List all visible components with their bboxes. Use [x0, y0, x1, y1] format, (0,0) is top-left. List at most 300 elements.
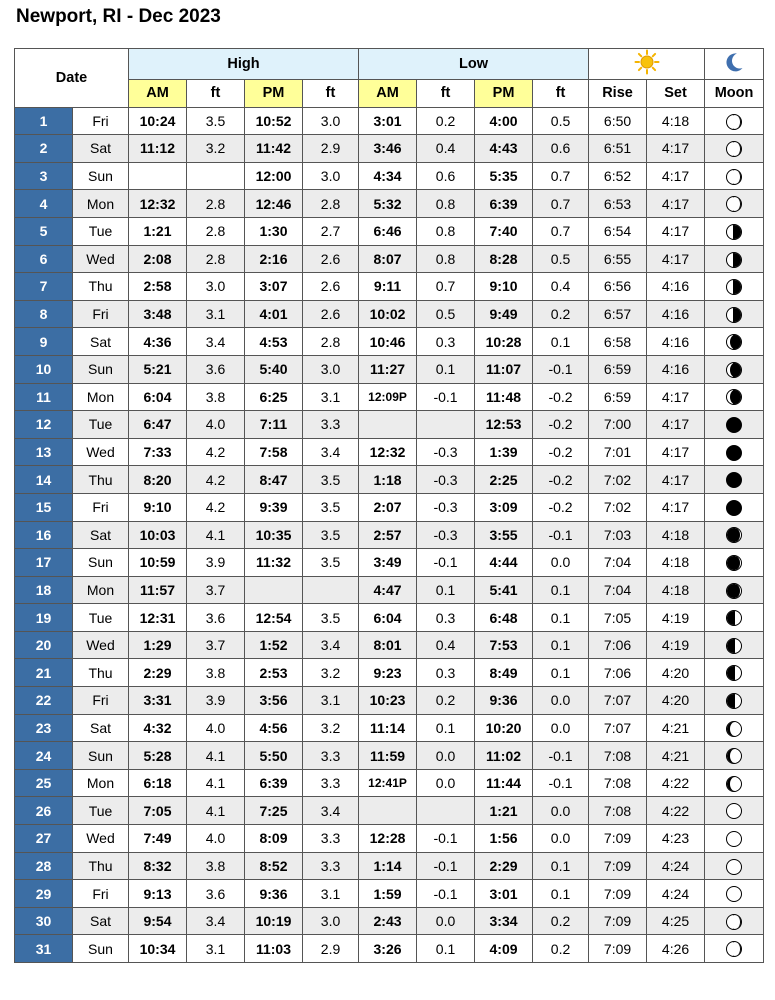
- high-pm-height: 3.1: [303, 687, 359, 715]
- high-pm-time: 4:01: [245, 300, 303, 328]
- day-number: 20: [15, 631, 73, 659]
- moon-phase-cell: [705, 521, 764, 549]
- low-pm-height: 0.1: [533, 852, 589, 880]
- high-am-time: 2:29: [129, 659, 187, 687]
- moon-phase-cell: [705, 273, 764, 301]
- day-of-week: Tue: [73, 411, 129, 439]
- high-pm-height: 3.5: [303, 521, 359, 549]
- low-pm-height: -0.2: [533, 493, 589, 521]
- sunset-time: 4:16: [647, 355, 705, 383]
- sunset-time: 4:18: [647, 576, 705, 604]
- table-row: [15, 328, 764, 356]
- sunset-time: 4:17: [647, 411, 705, 439]
- sunset-time: 4:25: [647, 907, 705, 935]
- sunset-time: 4:18: [647, 107, 705, 135]
- date-header: Date: [15, 49, 129, 108]
- table-row: [15, 825, 764, 853]
- moon-phase-cell: [705, 355, 764, 383]
- table-row: [15, 300, 764, 328]
- day-of-week: Mon: [73, 769, 129, 797]
- low-am-height: 0.7: [417, 273, 475, 301]
- high-am-height: [187, 162, 245, 190]
- day-of-week: Tue: [73, 604, 129, 632]
- low-pm-height: 0.2: [533, 907, 589, 935]
- high-am-height: 3.8: [187, 659, 245, 687]
- high-pm-height: 3.4: [303, 797, 359, 825]
- low-pm-time: 8:28: [475, 245, 533, 273]
- table-row: [15, 549, 764, 577]
- table-row: [15, 438, 764, 466]
- high-am-time: 9:54: [129, 907, 187, 935]
- high-am-time: 8:20: [129, 466, 187, 494]
- sunrise-time: 7:01: [589, 438, 647, 466]
- high-header: High: [129, 49, 359, 80]
- high-pm-height: 3.0: [303, 907, 359, 935]
- low-am-time: 1:14: [359, 852, 417, 880]
- low-am-time: 1:18: [359, 466, 417, 494]
- table-row: [15, 383, 764, 411]
- day-number: 9: [15, 328, 73, 356]
- low-pm-time: 3:34: [475, 907, 533, 935]
- high-pm-height: 3.0: [303, 355, 359, 383]
- day-number: 8: [15, 300, 73, 328]
- low-am-time: 10:46: [359, 328, 417, 356]
- high-pm-height: 3.5: [303, 604, 359, 632]
- high-am-time: 10:03: [129, 521, 187, 549]
- sunrise-time: 7:02: [589, 493, 647, 521]
- day-number: 26: [15, 797, 73, 825]
- waxing-crescent-moon-icon: [726, 583, 742, 599]
- sunset-time: 4:24: [647, 880, 705, 908]
- high-am-height: 3.6: [187, 604, 245, 632]
- low-pm-time: 10:20: [475, 714, 533, 742]
- high-pm-time: 7:11: [245, 411, 303, 439]
- low-pm-time: 9:36: [475, 687, 533, 715]
- low-pm-time: 7:40: [475, 217, 533, 245]
- low-am-height: 0.1: [417, 935, 475, 963]
- low-pm-time: 5:35: [475, 162, 533, 190]
- low-am-time: 3:01: [359, 107, 417, 135]
- low-am-time: 3:49: [359, 549, 417, 577]
- day-number: 12: [15, 411, 73, 439]
- sunset-time: 4:17: [647, 162, 705, 190]
- tide-table: [14, 48, 764, 963]
- low-pm-time: 3:55: [475, 521, 533, 549]
- sunrise-time: 7:03: [589, 521, 647, 549]
- day-number: 30: [15, 907, 73, 935]
- low-am-height: -0.1: [417, 880, 475, 908]
- sunset-time: 4:22: [647, 797, 705, 825]
- day-of-week: Tue: [73, 217, 129, 245]
- low-am-time: 12:41P: [359, 769, 417, 797]
- low-am-time: 12:32: [359, 438, 417, 466]
- sunrise-time: 6:59: [589, 383, 647, 411]
- low-pm-height: 0.2: [533, 935, 589, 963]
- moon-phase-cell: [705, 328, 764, 356]
- high-pm-height: 3.2: [303, 659, 359, 687]
- high-am-height: 4.1: [187, 797, 245, 825]
- new-moon-icon: [726, 500, 742, 516]
- moon-phase-cell: [705, 383, 764, 411]
- high-pm-height: 3.0: [303, 107, 359, 135]
- moon-phase-cell: [705, 797, 764, 825]
- high-pm-height: 2.6: [303, 245, 359, 273]
- moon-phase-cell: [705, 852, 764, 880]
- high-am-height: 4.1: [187, 769, 245, 797]
- low-am-height: 0.4: [417, 631, 475, 659]
- table-row: [15, 411, 764, 439]
- sunset-time: 4:17: [647, 383, 705, 411]
- waning-gibbous-3q-moon-icon: [726, 141, 742, 157]
- high-pm-time: 7:25: [245, 797, 303, 825]
- day-of-week: Sun: [73, 355, 129, 383]
- sunset-time: 4:18: [647, 549, 705, 577]
- high-pm-time: 11:32: [245, 549, 303, 577]
- day-number: 6: [15, 245, 73, 273]
- high-pm-time: 8:52: [245, 852, 303, 880]
- last-quarter-moon-icon: [726, 252, 742, 268]
- low-pm-height: 0.5: [533, 245, 589, 273]
- high-am-time: 6:18: [129, 769, 187, 797]
- low-am-time: 2:57: [359, 521, 417, 549]
- sun-icon: [634, 49, 660, 75]
- moon-phase-cell: [705, 245, 764, 273]
- high-pm-time: 4:56: [245, 714, 303, 742]
- low-pm-height: 0.1: [533, 604, 589, 632]
- low-pm-height: 0.2: [533, 300, 589, 328]
- day-of-week: Wed: [73, 631, 129, 659]
- high-pm-time: 2:16: [245, 245, 303, 273]
- day-number: 21: [15, 659, 73, 687]
- moon-phase-cell: [705, 714, 764, 742]
- low-pm-header: PM: [475, 80, 533, 108]
- day-of-week: Fri: [73, 880, 129, 908]
- low-am-height: [417, 411, 475, 439]
- high-pm-height: 3.1: [303, 383, 359, 411]
- low-pm-height: 0.7: [533, 162, 589, 190]
- day-number: 4: [15, 190, 73, 218]
- low-am-height: -0.1: [417, 825, 475, 853]
- high-pm-time: 1:30: [245, 217, 303, 245]
- high-am-height: 2.8: [187, 245, 245, 273]
- new-moon-icon: [726, 472, 742, 488]
- low-pm-time: 9:49: [475, 300, 533, 328]
- low-am-time: 11:59: [359, 742, 417, 770]
- high-am-time: 5:21: [129, 355, 187, 383]
- low-am-time: 3:26: [359, 935, 417, 963]
- sunrise-time: 7:09: [589, 825, 647, 853]
- day-of-week: Sat: [73, 907, 129, 935]
- moon-phase-cell: [705, 687, 764, 715]
- high-am-height: 3.5: [187, 107, 245, 135]
- high-am-height: 3.7: [187, 631, 245, 659]
- low-am-time: 8:07: [359, 245, 417, 273]
- day-of-week: Thu: [73, 659, 129, 687]
- moon-phase-cell: [705, 549, 764, 577]
- high-pm-height: 3.5: [303, 466, 359, 494]
- low-am-time: 11:14: [359, 714, 417, 742]
- table-row: [15, 714, 764, 742]
- moon-phase-cell: [705, 190, 764, 218]
- table-row: [15, 935, 764, 963]
- high-am-time: 4:32: [129, 714, 187, 742]
- high-am-header: AM: [129, 80, 187, 108]
- low-am-height: 0.4: [417, 135, 475, 163]
- low-am-height: 0.3: [417, 604, 475, 632]
- table-row: [15, 273, 764, 301]
- low-pm-height: -0.1: [533, 769, 589, 797]
- high-am-time: 7:49: [129, 825, 187, 853]
- table-row: [15, 659, 764, 687]
- low-pm-time: 1:39: [475, 438, 533, 466]
- low-am-time: 9:23: [359, 659, 417, 687]
- high-am-time: 10:59: [129, 549, 187, 577]
- crescent-moon-icon: [723, 51, 745, 73]
- high-pm-time: 7:58: [245, 438, 303, 466]
- day-number: 25: [15, 769, 73, 797]
- sunrise-time: 7:09: [589, 907, 647, 935]
- high-pm-height: 2.8: [303, 328, 359, 356]
- sunset-time: 4:20: [647, 659, 705, 687]
- low-pm-height: -0.1: [533, 742, 589, 770]
- table-row: [15, 769, 764, 797]
- sunset-time: 4:17: [647, 438, 705, 466]
- low-am-height: -0.3: [417, 521, 475, 549]
- high-pm-time: 3:07: [245, 273, 303, 301]
- day-of-week: Thu: [73, 852, 129, 880]
- high-am-time: 12:31: [129, 604, 187, 632]
- waning-crescent-moon-icon: [726, 362, 742, 378]
- table-row: [15, 466, 764, 494]
- low-pm-time: 11:02: [475, 742, 533, 770]
- moon-phase-cell: [705, 742, 764, 770]
- waning-gibbous-moon-icon: [726, 941, 742, 957]
- low-pm-height: -0.1: [533, 355, 589, 383]
- high-pm-height: 3.1: [303, 880, 359, 908]
- sun-header: [589, 49, 705, 80]
- day-number: 13: [15, 438, 73, 466]
- day-number: 15: [15, 493, 73, 521]
- low-am-height: 0.1: [417, 355, 475, 383]
- high-am-time: 2:08: [129, 245, 187, 273]
- day-number: 17: [15, 549, 73, 577]
- table-row: [15, 190, 764, 218]
- low-pm-time: 2:25: [475, 466, 533, 494]
- sunrise-time: 7:04: [589, 549, 647, 577]
- sunset-time: 4:24: [647, 852, 705, 880]
- table-row: [15, 604, 764, 632]
- high-pm-time: 6:39: [245, 769, 303, 797]
- low-am-height: -0.3: [417, 493, 475, 521]
- sunrise-time: 7:08: [589, 742, 647, 770]
- low-pm-time: 12:53: [475, 411, 533, 439]
- day-of-week: Fri: [73, 107, 129, 135]
- table-row: [15, 217, 764, 245]
- high-am-height: 2.8: [187, 190, 245, 218]
- sunrise-time: 7:05: [589, 604, 647, 632]
- waning-gibbous-3q-moon-icon: [726, 114, 742, 130]
- high-am-height: 3.6: [187, 880, 245, 908]
- high-am-time: 3:48: [129, 300, 187, 328]
- low-am-height: 0.3: [417, 659, 475, 687]
- sunrise-time: 7:06: [589, 631, 647, 659]
- last-quarter-moon-icon: [726, 279, 742, 295]
- low-am-height: 0.0: [417, 742, 475, 770]
- high-pm-height: 3.3: [303, 411, 359, 439]
- high-am-height: 3.6: [187, 355, 245, 383]
- table-row: [15, 576, 764, 604]
- first-quarter-moon-icon: [726, 610, 742, 626]
- table-row: [15, 135, 764, 163]
- high-pm-height: 3.3: [303, 825, 359, 853]
- high-am-time: 9:13: [129, 880, 187, 908]
- high-pm-height: 2.6: [303, 273, 359, 301]
- waning-crescent-moon-icon: [726, 389, 742, 405]
- high-pm-time: 10:35: [245, 521, 303, 549]
- low-pm-time: 10:28: [475, 328, 533, 356]
- sunset-time: 4:17: [647, 466, 705, 494]
- high-pm-height: 3.3: [303, 852, 359, 880]
- high-am-time: 1:29: [129, 631, 187, 659]
- day-number: 1: [15, 107, 73, 135]
- high-pm-time: 6:25: [245, 383, 303, 411]
- sunrise-time: 7:09: [589, 852, 647, 880]
- low-am-height: 0.5: [417, 300, 475, 328]
- high-am-height: 3.1: [187, 300, 245, 328]
- low-am-height: 0.1: [417, 714, 475, 742]
- day-of-week: Mon: [73, 576, 129, 604]
- sunrise-time: 6:52: [589, 162, 647, 190]
- low-pm-height: 0.5: [533, 107, 589, 135]
- table-row: [15, 797, 764, 825]
- day-number: 16: [15, 521, 73, 549]
- sunset-time: 4:23: [647, 825, 705, 853]
- low-am-height: 0.3: [417, 328, 475, 356]
- low-pm-height: 0.0: [533, 825, 589, 853]
- day-of-week: Sat: [73, 328, 129, 356]
- sunset-time: 4:16: [647, 300, 705, 328]
- high-am-height: 3.1: [187, 935, 245, 963]
- low-pm-height: 0.1: [533, 328, 589, 356]
- low-pm-time: 7:53: [475, 631, 533, 659]
- low-pm-height: 0.7: [533, 190, 589, 218]
- day-number: 3: [15, 162, 73, 190]
- moon-phase-cell: [705, 825, 764, 853]
- moon-phase-cell: [705, 935, 764, 963]
- low-pm-time: 6:48: [475, 604, 533, 632]
- sunset-time: 4:17: [647, 217, 705, 245]
- sunrise-time: 6:56: [589, 273, 647, 301]
- high-pm-time: 5:50: [245, 742, 303, 770]
- day-of-week: Sun: [73, 162, 129, 190]
- low-pm-time: 5:41: [475, 576, 533, 604]
- high-pm-header: PM: [245, 80, 303, 108]
- low-pm-time: 2:29: [475, 852, 533, 880]
- high-pm-time: 8:09: [245, 825, 303, 853]
- high-am-time: 11:57: [129, 576, 187, 604]
- sunset-time: 4:18: [647, 521, 705, 549]
- high-pm-height: 3.5: [303, 493, 359, 521]
- low-am-time: 10:02: [359, 300, 417, 328]
- high-am-height: 4.2: [187, 493, 245, 521]
- table-row: [15, 162, 764, 190]
- high-am-height: 2.8: [187, 217, 245, 245]
- high-pm-time: 12:54: [245, 604, 303, 632]
- high-pm-height: 2.6: [303, 300, 359, 328]
- table-row: [15, 742, 764, 770]
- high-pm-time: 2:53: [245, 659, 303, 687]
- moon-phase-cell: [705, 135, 764, 163]
- high-am-height: 4.0: [187, 714, 245, 742]
- high-am-time: 7:33: [129, 438, 187, 466]
- day-of-week: Wed: [73, 438, 129, 466]
- sunset-time: 4:19: [647, 631, 705, 659]
- low-pm-time: 3:01: [475, 880, 533, 908]
- high-am-time: 12:32: [129, 190, 187, 218]
- high-am-time: 10:24: [129, 107, 187, 135]
- high-am-time: 8:32: [129, 852, 187, 880]
- last-quarter-moon-icon: [726, 224, 742, 240]
- high-am-height: 3.4: [187, 328, 245, 356]
- low-am-time: 10:23: [359, 687, 417, 715]
- day-number: 23: [15, 714, 73, 742]
- table-row: [15, 852, 764, 880]
- sunset-time: 4:21: [647, 714, 705, 742]
- low-pm-height: 0.0: [533, 549, 589, 577]
- high-am-height: 3.8: [187, 383, 245, 411]
- high-am-time: 6:47: [129, 411, 187, 439]
- waxing-crescent-moon-icon: [726, 555, 742, 571]
- moon-phase-cell: [705, 411, 764, 439]
- sunset-time: 4:20: [647, 687, 705, 715]
- low-am-height: -0.1: [417, 852, 475, 880]
- sunrise-time: 6:59: [589, 355, 647, 383]
- low-am-height: 0.2: [417, 687, 475, 715]
- moon-phase-cell: [705, 769, 764, 797]
- table-row: [15, 493, 764, 521]
- first-quarter-moon-icon: [726, 665, 742, 681]
- table-row: [15, 521, 764, 549]
- waxing-gibbous-moon-icon: [726, 721, 742, 737]
- low-am-height: 0.8: [417, 217, 475, 245]
- high-am-height: 3.9: [187, 687, 245, 715]
- sunset-time: 4:21: [647, 742, 705, 770]
- sunrise-time: 6:50: [589, 107, 647, 135]
- sunrise-time: 7:00: [589, 411, 647, 439]
- day-of-week: Tue: [73, 797, 129, 825]
- waning-gibbous-3q-moon-icon: [726, 169, 742, 185]
- high-am-time: [129, 162, 187, 190]
- high-am-height: 3.0: [187, 273, 245, 301]
- day-of-week: Fri: [73, 687, 129, 715]
- day-number: 5: [15, 217, 73, 245]
- high-am-time: 4:36: [129, 328, 187, 356]
- high-am-time: 6:04: [129, 383, 187, 411]
- moon-phase-cell: [705, 217, 764, 245]
- low-am-time: 12:09P: [359, 383, 417, 411]
- sunrise-time: 6:51: [589, 135, 647, 163]
- low-am-time: 11:27: [359, 355, 417, 383]
- high-am-time: 3:31: [129, 687, 187, 715]
- low-pm-height: 0.1: [533, 576, 589, 604]
- high-pm-ft-header: ft: [303, 80, 359, 108]
- day-number: 29: [15, 880, 73, 908]
- low-pm-time: 9:10: [475, 273, 533, 301]
- low-am-height: 0.8: [417, 190, 475, 218]
- day-number: 18: [15, 576, 73, 604]
- new-moon-icon: [726, 417, 742, 433]
- sunrise-time: 7:02: [589, 466, 647, 494]
